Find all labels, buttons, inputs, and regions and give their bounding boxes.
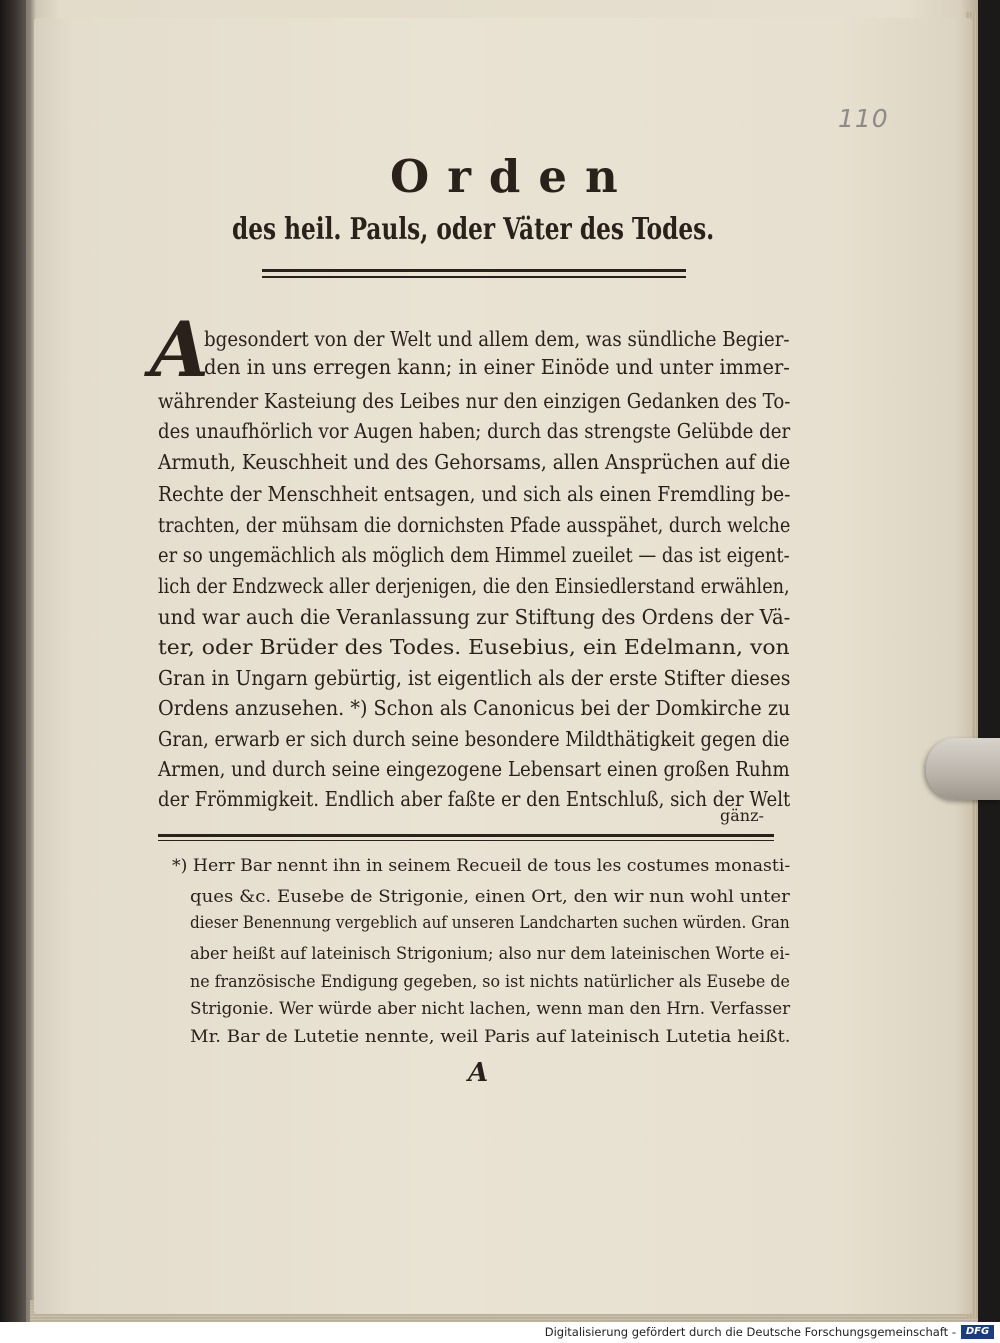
body-line: Armuth, Keuschheit und des Gehorsams, allen Ansprüchen auf die xyxy=(158,450,791,474)
folio-number: 110 xyxy=(838,104,889,133)
body-line: Ordens anzusehen. *) Schon als Canonicus bei der Domkirche zu xyxy=(158,696,791,720)
body-line: ter, oder Brüder des Todes. Eusebius, ein Edelmann, von xyxy=(158,635,790,659)
bookmark-tab xyxy=(926,738,1000,800)
body-line: bgesondert von der Welt und allem dem, was sündliche Begier- xyxy=(204,327,790,351)
book-cover-edge xyxy=(0,0,26,1322)
title-rule-top xyxy=(262,269,686,272)
body-line: Armen, und durch seine eingezogene Lebensart einen großen Ruhm xyxy=(158,757,790,781)
page-subtitle: des heil. Pauls, oder Väter des Todes. xyxy=(232,212,715,247)
body-line: Rechte der Menschheit entsagen, und sich als einen Fremdling be- xyxy=(158,482,791,506)
body-line: Gran, erwarb er sich durch seine besondere Mildthätigkeit gegen die xyxy=(158,727,790,751)
body-line: er so ungemächlich als möglich dem Himmel zueilet — das ist eigent- xyxy=(158,543,790,567)
footnote-rule-bottom xyxy=(158,840,774,841)
footer-credit: Digitalisierung gefördert durch die Deutsche Forschungsgemeinschaft - xyxy=(544,1325,956,1339)
footnote-line: Strigonie. Wer würde aber nicht lachen, wenn man den Hrn. Verfasser xyxy=(190,999,791,1019)
body-line: Gran in Ungarn gebürtig, ist eigentlich als der erste Stifter dieses xyxy=(158,666,791,690)
drop-cap: A xyxy=(150,305,209,394)
footnote-line: ne französische Endigung gegeben, so ist nichts natürlicher als Eusebe de xyxy=(190,972,790,992)
dfg-logo: DFG xyxy=(961,1325,994,1339)
footnote-rule-top xyxy=(158,834,774,837)
body-line: und war auch die Veranlassung zur Stiftung des Ordens der Vä- xyxy=(158,605,791,629)
footnote-line: ques &c. Eusebe de Strigonie, einen Ort, den wir nun wohl unter xyxy=(190,887,790,907)
footnote-line: dieser Benennung vergeblich auf unseren Landcharten suchen würden. Gran xyxy=(190,913,790,933)
page-title: Orden xyxy=(390,150,636,203)
body-line: trachten, der mühsam die dornichsten Pfade ausspähet, durch welche xyxy=(158,513,791,537)
signature-mark: A xyxy=(468,1058,489,1088)
title-rule-bottom xyxy=(262,276,686,278)
footnote-line: aber heißt auf lateinisch Strigonium; also nur dem lateinischen Worte ei- xyxy=(190,944,790,964)
body-line: lich der Endzweck aller derjenigen, die den Einsiedlerstand erwählen, xyxy=(158,574,790,598)
body-line: währender Kasteiung des Leibes nur den einzigen Gedanken des To- xyxy=(158,389,791,413)
catchword: gänz- xyxy=(720,806,764,825)
footnote-line: Mr. Bar de Lutetie nennte, weil Paris auf lateinisch Lutetia heißt. xyxy=(190,1027,791,1047)
body-line: den in uns erregen kann; in einer Einöde und unter immer- xyxy=(204,355,790,379)
body-line: der Frömmigkeit. Endlich aber faßte er den Entschluß, sich der Welt xyxy=(158,787,791,811)
footnote-line: *) Herr Bar nennt ihn in seinem Recueil de tous les costumes monasti- xyxy=(172,856,791,876)
body-line: des unaufhörlich vor Augen haben; durch das strengste Gelübde der xyxy=(158,419,791,443)
